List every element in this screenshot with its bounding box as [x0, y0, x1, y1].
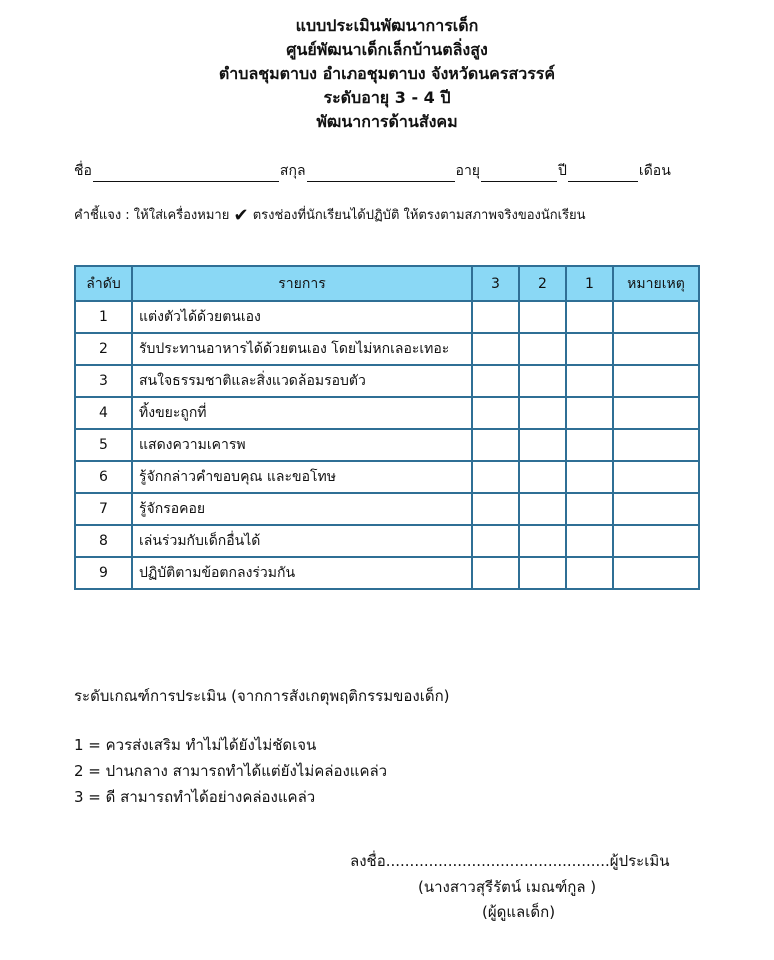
row-no: 5 — [75, 429, 132, 461]
row-no: 3 — [75, 365, 132, 397]
score-1-cell[interactable] — [566, 365, 613, 397]
instruction-line — [74, 204, 714, 226]
score-3-cell[interactable] — [472, 301, 519, 333]
instruction-text-before: คำชี้แจง : ให้ใส่เครื่องหมาย — [74, 208, 230, 223]
score-3-cell[interactable] — [472, 557, 519, 589]
row-item: สนใจธรรมชาติและสิ่งแวดล้อมรอบตัว — [132, 365, 472, 397]
row-no: 1 — [75, 301, 132, 333]
table-row — [75, 557, 699, 589]
note-cell[interactable] — [613, 429, 699, 461]
row-item: รับประทานอาหารได้ด้วยตนเอง โดยไม่หกเลอะเทอะ — [132, 333, 472, 365]
note-cell[interactable] — [613, 397, 699, 429]
score-2-cell[interactable] — [519, 429, 566, 461]
score-1-cell[interactable] — [566, 525, 613, 557]
criteria-levels — [74, 732, 387, 810]
score-1-cell[interactable] — [566, 461, 613, 493]
name-field[interactable] — [93, 165, 279, 182]
score-3-cell[interactable] — [472, 397, 519, 429]
development-domain: พัฒนาการด้านสังคม — [316, 112, 458, 131]
score-2-cell[interactable] — [519, 397, 566, 429]
score-3-cell[interactable] — [472, 429, 519, 461]
signer-name: (นางสาวสุรีรัตน์ เมณฑ์กูล ) — [418, 878, 597, 896]
row-no: 7 — [75, 493, 132, 525]
row-no: 6 — [75, 461, 132, 493]
note-cell[interactable] — [613, 301, 699, 333]
note-cell[interactable] — [613, 461, 699, 493]
row-no: 4 — [75, 397, 132, 429]
row-no: 8 — [75, 525, 132, 557]
table-row — [75, 333, 699, 365]
table-row — [75, 525, 699, 557]
criteria-level-1: 1 = ควรส่งเสริม ทำไม่ได้ยังไม่ชัดเจน — [74, 736, 317, 754]
year-label: ปี — [558, 163, 567, 179]
row-item: แสดงความเคารพ — [132, 429, 472, 461]
name-label: ชื่อ — [74, 163, 92, 179]
form-header — [0, 14, 774, 134]
assessment-table — [74, 265, 700, 590]
score-1-cell[interactable] — [566, 397, 613, 429]
row-item: ทิ้งขยะถูกที่ — [132, 397, 472, 429]
age-label: อายุ — [455, 163, 481, 179]
age-year-field[interactable] — [481, 165, 557, 182]
criteria-level-2: 2 = ปานกลาง สามารถทำได้แต่ยังไม่คล่องแคล่ว — [74, 762, 388, 780]
table-row — [75, 365, 699, 397]
row-no: 9 — [75, 557, 132, 589]
score-3-cell[interactable] — [472, 333, 519, 365]
header-score-3: 3 — [472, 266, 519, 301]
note-cell[interactable] — [613, 365, 699, 397]
table-row — [75, 493, 699, 525]
instruction-text-after: ตรงช่องที่นักเรียนได้ปฏิบัติ ให้ตรงตามสภาพจริงของนักเรียน — [252, 208, 586, 223]
note-cell[interactable] — [613, 333, 699, 365]
row-item: รู้จักกล่าวคำขอบคุณ และขอโทษ — [132, 461, 472, 493]
row-item: เล่นร่วมกับเด็กอื่นได้ — [132, 525, 472, 557]
form-title: แบบประเมินพัฒนาการเด็ก — [295, 16, 479, 35]
score-3-cell[interactable] — [472, 525, 519, 557]
table-header-row — [75, 266, 699, 301]
note-cell[interactable] — [613, 525, 699, 557]
score-1-cell[interactable] — [566, 557, 613, 589]
score-3-cell[interactable] — [472, 493, 519, 525]
score-2-cell[interactable] — [519, 493, 566, 525]
score-1-cell[interactable] — [566, 429, 613, 461]
score-2-cell[interactable] — [519, 301, 566, 333]
row-item: รู้จักรอคอย — [132, 493, 472, 525]
score-2-cell[interactable] — [519, 461, 566, 493]
header-note: หมายเหตุ — [613, 266, 699, 301]
score-1-cell[interactable] — [566, 301, 613, 333]
criteria-title: ระดับเกณฑ์การประเมิน (จากการสังเกตุพฤติกรรมของเด็ก) — [74, 687, 450, 705]
table-row — [75, 429, 699, 461]
row-item: ปฏิบัติตามข้อตกลงร่วมกัน — [132, 557, 472, 589]
signer-role: (ผู้ดูแลเด็ก) — [482, 903, 556, 921]
surname-label: สกุล — [279, 163, 306, 179]
table-row — [75, 461, 699, 493]
criteria-level-3: 3 = ดี สามารถทำได้อย่างคล่องแคล่ว — [74, 788, 316, 806]
score-2-cell[interactable] — [519, 333, 566, 365]
surname-field[interactable] — [307, 165, 455, 182]
checkmark-icon: ✔ — [233, 205, 249, 226]
score-2-cell[interactable] — [519, 557, 566, 589]
header-no: ลำดับ — [75, 266, 132, 301]
age-month-field[interactable] — [568, 165, 638, 182]
table-row — [75, 397, 699, 429]
row-item: แต่งตัวได้ด้วยตนเอง — [132, 301, 472, 333]
header-item: รายการ — [132, 266, 472, 301]
row-no: 2 — [75, 333, 132, 365]
center-name: ศูนย์พัฒนาเด็กเล็กบ้านตลิ่งสูง — [286, 40, 488, 59]
month-label: เดือน — [638, 163, 671, 179]
table-row — [75, 301, 699, 333]
score-1-cell[interactable] — [566, 493, 613, 525]
note-cell[interactable] — [613, 557, 699, 589]
note-cell[interactable] — [613, 493, 699, 525]
score-2-cell[interactable] — [519, 365, 566, 397]
score-3-cell[interactable] — [472, 365, 519, 397]
location-line: ตำบลชุมตาบง อำเภอชุมตาบง จังหวัดนครสวรรค์ — [218, 64, 556, 83]
header-score-1: 1 — [566, 266, 613, 301]
score-2-cell[interactable] — [519, 525, 566, 557]
header-score-2: 2 — [519, 266, 566, 301]
age-level: ระดับอายุ 3 - 4 ปี — [323, 88, 451, 107]
signature-line: ลงชื่อ...............................................ผู้ประเมิน — [350, 852, 670, 870]
student-info-line — [74, 160, 714, 182]
score-3-cell[interactable] — [472, 461, 519, 493]
score-1-cell[interactable] — [566, 333, 613, 365]
